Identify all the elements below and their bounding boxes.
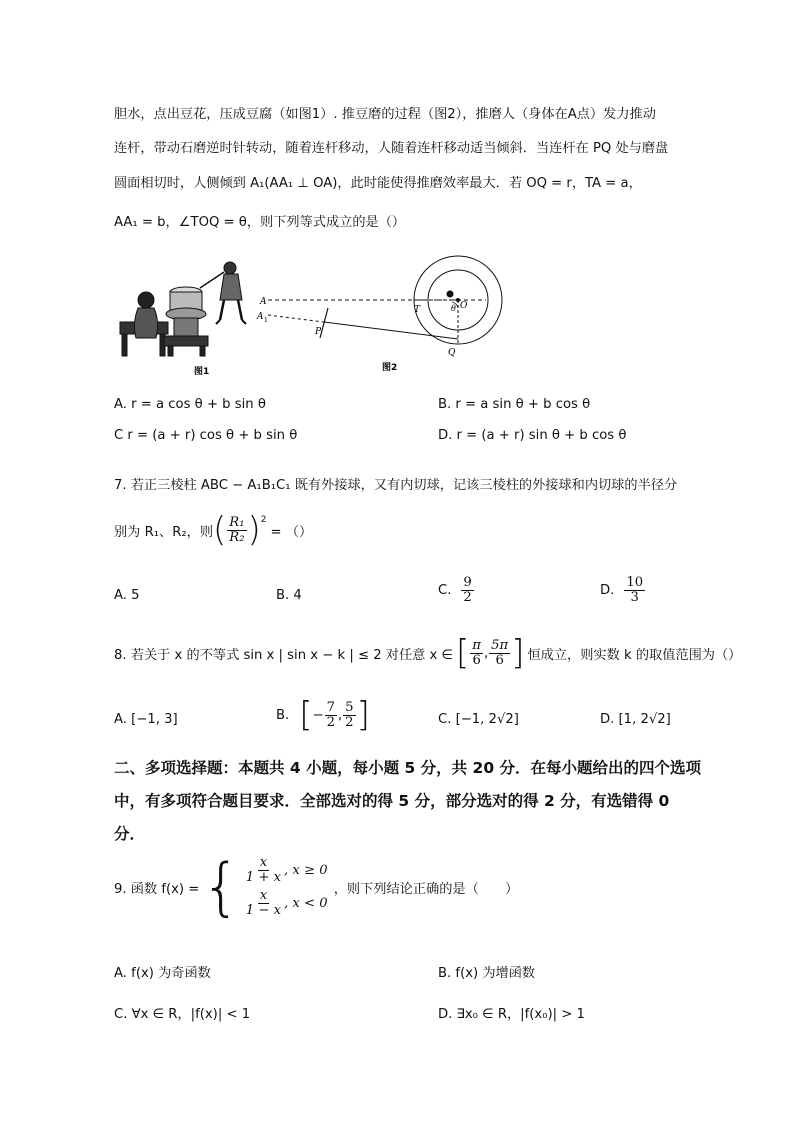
q8-interval-left-num: π	[472, 637, 481, 653]
q9-case-2-den: 1 − x	[245, 902, 282, 918]
q6-option-c[interactable]: C r = (a + r) cos θ + b sin θ	[114, 428, 298, 443]
q8-interval-left-den: 6	[472, 652, 481, 668]
q8-option-b-den2: 2	[345, 714, 354, 730]
q8-suffix: 恒成立，则实数 k 的取值范围为（）	[527, 647, 742, 663]
q9-case-2-cond: , x < 0	[284, 895, 328, 911]
fig2-geometry	[268, 256, 502, 344]
label-A1: A	[257, 312, 264, 322]
q6-figure	[114, 252, 534, 381]
section2-line-3: 分．	[114, 825, 146, 843]
q7-line-2-suffix: = （）	[270, 524, 313, 540]
q7-option-d-fraction	[624, 576, 645, 605]
q6-line-1: 胆水，点出豆花，压成豆腐（如图1）. 推豆磨的过程（图2），推磨人（身体在A点）发力推动	[114, 107, 656, 122]
q9-cases	[243, 856, 328, 917]
q7-option-c[interactable]	[438, 576, 475, 605]
q8-interval-right-den: 6	[495, 652, 504, 668]
q8-option-b-comma: ,	[337, 707, 343, 723]
q8-option-b-open: [	[299, 695, 313, 735]
q8-bracket-open: [	[456, 633, 470, 673]
q9-suffix: ，则下列结论正确的是（ ）	[333, 881, 519, 897]
q7-paren-close: )	[247, 510, 261, 550]
q8-option-a[interactable]: A. [−1, 3]	[114, 712, 178, 727]
q8-option-d[interactable]: D. [1, 2√2]	[600, 712, 671, 727]
q8-line	[114, 633, 742, 673]
q9-option-a[interactable]: A. f(x) 为奇函数	[114, 966, 211, 981]
q7-option-c-label: C.	[438, 582, 452, 598]
q7-option-d-numerator: 10	[626, 575, 644, 590]
label-A: A	[260, 297, 267, 307]
q7-line-2-prefix: 别为 R₁、R₂，则	[114, 524, 214, 540]
q8-comma: ,	[483, 645, 489, 661]
q7-option-d[interactable]	[600, 576, 646, 605]
q6-option-a[interactable]: A. r = a cos θ + b sin θ	[114, 397, 266, 412]
q6-line-3: 圆面相切时，人侧倾到 A₁(AA₁ ⊥ OA)，此时能使得推磨效率最大．若 OQ = r，TA = a，	[114, 176, 642, 191]
q8-option-b-frac1	[325, 701, 337, 730]
q9-option-b[interactable]: B. f(x) 为增函数	[438, 966, 536, 981]
section2-line-2: 中，有多项符合题目要求．全部选对的得 5 分，部分选对的得 2 分，有选错得 0	[114, 792, 670, 810]
q8-interval-right-num: 5π	[491, 637, 509, 653]
q9-brace: {	[201, 850, 241, 923]
q8-option-b-frac2	[343, 701, 355, 730]
q9-option-c[interactable]: C. ∀x ∈ R，|f(x)| < 1	[114, 1007, 251, 1022]
q6-option-b[interactable]: B. r = a sin θ + b cos θ	[438, 397, 591, 412]
label-O: O	[460, 301, 468, 311]
q7-line-1: 7. 若正三棱柱 ABC − A₁B₁C₁ 既有外接球，又有内切球，记该三棱柱的外接球和内切球的半径分	[114, 478, 678, 493]
q7-paren-open: (	[213, 510, 227, 550]
q7-power: 2	[260, 515, 267, 525]
label-T: T	[414, 305, 421, 315]
q7-option-d-denominator: 3	[630, 589, 639, 605]
q8-option-b-close: ]	[356, 695, 370, 735]
q9-case-1	[243, 856, 328, 885]
q9-case-1-fraction	[244, 856, 283, 885]
q9-case-1-cond: , x ≥ 0	[284, 863, 328, 879]
fig1-caption: 图1	[194, 367, 210, 377]
q8-option-b-den1: 2	[326, 714, 335, 730]
q7-option-c-numerator: 9	[463, 575, 472, 590]
label-Q: Q	[448, 348, 456, 358]
q7-option-c-denominator: 2	[463, 589, 472, 605]
q9-case-2-num: x	[259, 888, 268, 903]
q8-option-b-num1: 7	[326, 699, 335, 715]
q8-option-b-num2: 5	[345, 699, 354, 715]
label-P: P	[315, 327, 322, 337]
q7-option-d-label: D.	[600, 582, 615, 598]
q7-option-c-fraction	[461, 576, 473, 605]
q7-line-2	[114, 510, 313, 550]
q9-line	[114, 850, 519, 923]
q9-case-2-fraction	[244, 889, 283, 918]
q8-bracket-close: ]	[511, 633, 525, 673]
label-A1-sub: 1	[264, 317, 268, 324]
q9-prefix: 9. 函数 f(x) =	[114, 881, 200, 897]
q8-option-b-label: B.	[276, 707, 290, 723]
q9-case-2	[243, 889, 328, 918]
section2-line-1: 二、多项选择题：本题共 4 小题，每小题 5 分，共 20 分．在每小题给出的四个选项	[114, 759, 702, 777]
q9-case-1-num: x	[259, 855, 268, 871]
q8-prefix: 8. 若关于 x 的不等式 sin x | sin x − k | ≤ 2 对任意 x ∈	[114, 647, 454, 663]
q9-option-d[interactable]: D. ∃x₀ ∈ R，|f(x₀)| > 1	[438, 1007, 585, 1022]
q8-option-b-minus: −	[312, 707, 324, 723]
q9-case-1-den: 1 + x	[245, 870, 282, 886]
q8-interval-left	[470, 639, 483, 668]
q6-line-4: AA₁ = b，∠TOQ = θ，则下列等式成立的是（）	[114, 215, 406, 230]
q7-option-a[interactable]: A. 5	[114, 588, 140, 603]
q6-line-2: 连杆，带动石磨逆时针转动，随着连杆移动，人随着连杆移动适当倾斜．当连杆在 PQ 处与磨盘	[114, 141, 669, 156]
fig2-caption: 图2	[382, 363, 398, 373]
fig1-illustration	[120, 262, 246, 356]
q7-option-b[interactable]: B. 4	[276, 588, 302, 603]
q8-option-b[interactable]	[276, 695, 370, 735]
q8-option-c[interactable]: C. [−1, 2√2]	[438, 712, 519, 727]
millstone-diagram	[114, 252, 534, 377]
q8-interval-right	[489, 639, 510, 668]
q6-option-d[interactable]: D. r = (a + r) sin θ + b cos θ	[438, 428, 627, 443]
q7-ratio-numerator: R₁	[229, 514, 245, 530]
label-theta: θ	[451, 304, 456, 313]
q7-ratio-denominator: R₂	[229, 529, 245, 545]
q7-ratio-fraction	[227, 516, 246, 545]
